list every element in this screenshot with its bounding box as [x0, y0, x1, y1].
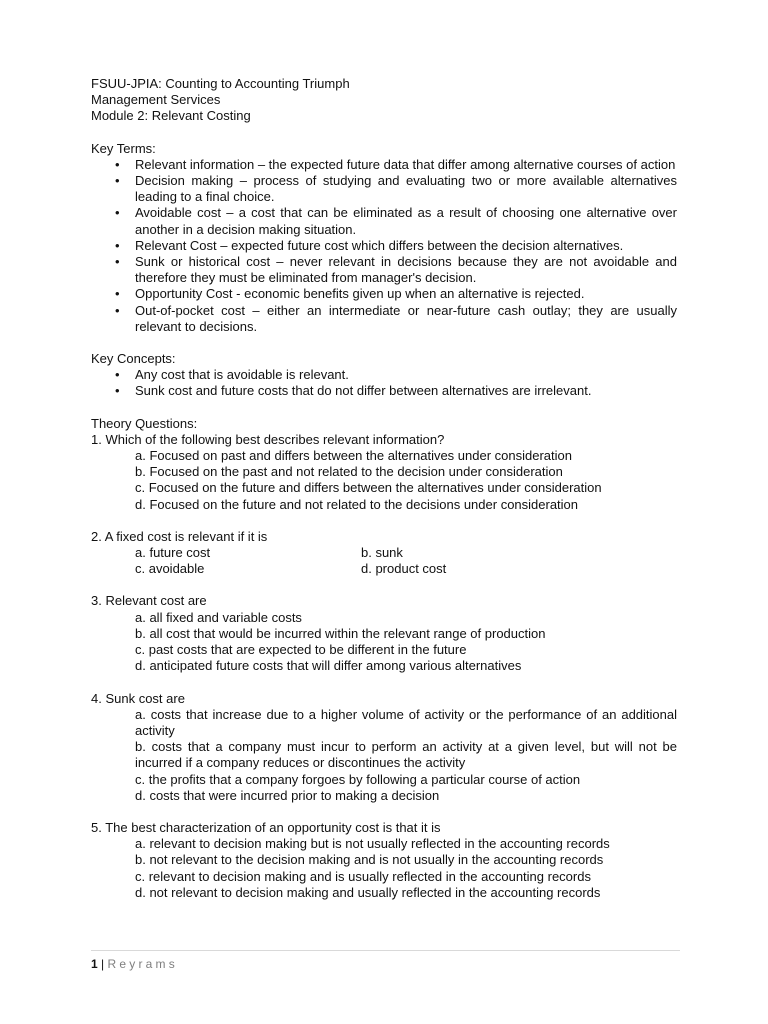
list-item [91, 383, 677, 399]
question-3-option-a: a. all fixed and variable costs [135, 609, 302, 625]
question-2-option-d: d. product cost [361, 561, 447, 577]
bullet-icon: • [115, 367, 120, 383]
term-text: Relevant Cost – expected future cost which differs between the decision alternatives. [135, 237, 624, 253]
page-number: 1 [91, 957, 98, 971]
question-4-stem: 4. Sunk cost are [91, 690, 185, 706]
concept-text: Sunk cost and future costs that do not differ between alternatives are irrelevant. [135, 383, 592, 399]
bullet-icon: • [115, 156, 120, 172]
question-5-option-d: d. not relevant to decision making and usually reflected in the accounting records [135, 884, 601, 900]
bullet-icon: • [115, 237, 120, 253]
list-item [91, 303, 677, 335]
question-4-option-c: c. the profits that a company forgoes by following a particular course of action [135, 771, 581, 787]
page-footer [91, 950, 680, 971]
list-item [91, 205, 677, 237]
list-item [91, 286, 677, 302]
question-1-option-a: a. Focused on past and differs between the alternatives under consideration [135, 448, 572, 464]
question-3-option-c: c. past costs that are expected to be different in the future [135, 642, 467, 658]
list-item [91, 238, 677, 254]
key-concepts-list [91, 367, 677, 399]
concept-text: Any cost that is avoidable is relevant. [135, 367, 349, 383]
bullet-icon: • [115, 302, 120, 318]
question-2-option-a: a. future cost [135, 545, 211, 561]
question-1-option-b: b. Focused on the past and not related to the decision under consideration [135, 464, 563, 480]
term-text: Sunk or historical cost – never relevant in decisions because they are not avoidable and therefore they must be eliminated from manager's decision. [135, 254, 677, 286]
list-item [91, 157, 677, 173]
question-3-stem: 3. Relevant cost are [91, 593, 207, 609]
footer-author: Reyrams [107, 957, 178, 971]
document-body [91, 76, 677, 901]
question-5-option-a: a. relevant to decision making but is not usually reflected in the accounting records [135, 836, 610, 852]
question-3-option-d: d. anticipated future costs that will differ among various alternatives [135, 658, 522, 674]
question-5-option-c: c. relevant to decision making and is usually reflected in the accounting records [135, 868, 591, 884]
bullet-icon: • [115, 205, 120, 221]
question-4-option-b: b. costs that a company must incur to perform an activity at a given level, but will not be incurred if a company reduces or discontinues the activity [135, 739, 677, 771]
question-2-stem: 2. A fixed cost is relevant if it is [91, 528, 268, 544]
key-terms-heading: Key Terms: [91, 140, 156, 156]
question-4-option-d: d. costs that were incurred prior to making a decision [135, 787, 440, 803]
header-subject: Management Services [91, 92, 221, 108]
theory-heading: Theory Questions: [91, 415, 198, 431]
question-1-stem: 1. Which of the following best describes relevant information? [91, 431, 445, 447]
bullet-icon: • [115, 173, 120, 189]
question-2-options [91, 545, 677, 577]
question-2-option-c: c. avoidable [135, 561, 205, 577]
question-2-option-b: b. sunk [361, 545, 403, 561]
question-1-option-d: d. Focused on the future and not related to the decisions under consideration [135, 496, 579, 512]
question-5-stem: 5. The best characterization of an opportunity cost is that it is [91, 819, 441, 835]
term-text: Opportunity Cost - economic benefits given up when an alternative is rejected. [135, 286, 585, 302]
bullet-icon: • [115, 286, 120, 302]
term-text: Avoidable cost – a cost that can be eliminated as a result of choosing one alternative over another in a decision making situation. [135, 205, 677, 237]
bullet-icon: • [115, 254, 120, 270]
bullet-icon: • [115, 383, 120, 399]
header-title: FSUU-JPIA: Counting to Accounting Triumph [91, 76, 350, 91]
list-item [91, 367, 677, 383]
term-text: Relevant information – the expected future data that differ among alternative courses of action [135, 156, 676, 172]
term-text: Decision making – process of studying and evaluating two or more available alternatives leading to a final choice. [135, 173, 677, 205]
question-5-option-b: b. not relevant to the decision making and is not usually in the accounting records [135, 852, 604, 868]
header-module: Module 2: Relevant Costing [91, 108, 251, 124]
question-1-option-c: c. Focused on the future and differs between the alternatives under consideration [135, 480, 602, 496]
term-text: Out-of-pocket cost – either an intermediate or near-future cash outlay; they are usually relevant to decisions. [135, 302, 677, 334]
list-item [91, 173, 677, 205]
footer-separator: | [101, 957, 105, 971]
key-concepts-heading: Key Concepts: [91, 351, 176, 367]
key-terms-list [91, 157, 677, 335]
question-4-option-a: a. costs that increase due to a higher volume of activity or the performance of an additional activity [135, 706, 677, 738]
question-3-option-b: b. all cost that would be incurred within the relevant range of production [135, 625, 546, 641]
list-item [91, 254, 677, 286]
